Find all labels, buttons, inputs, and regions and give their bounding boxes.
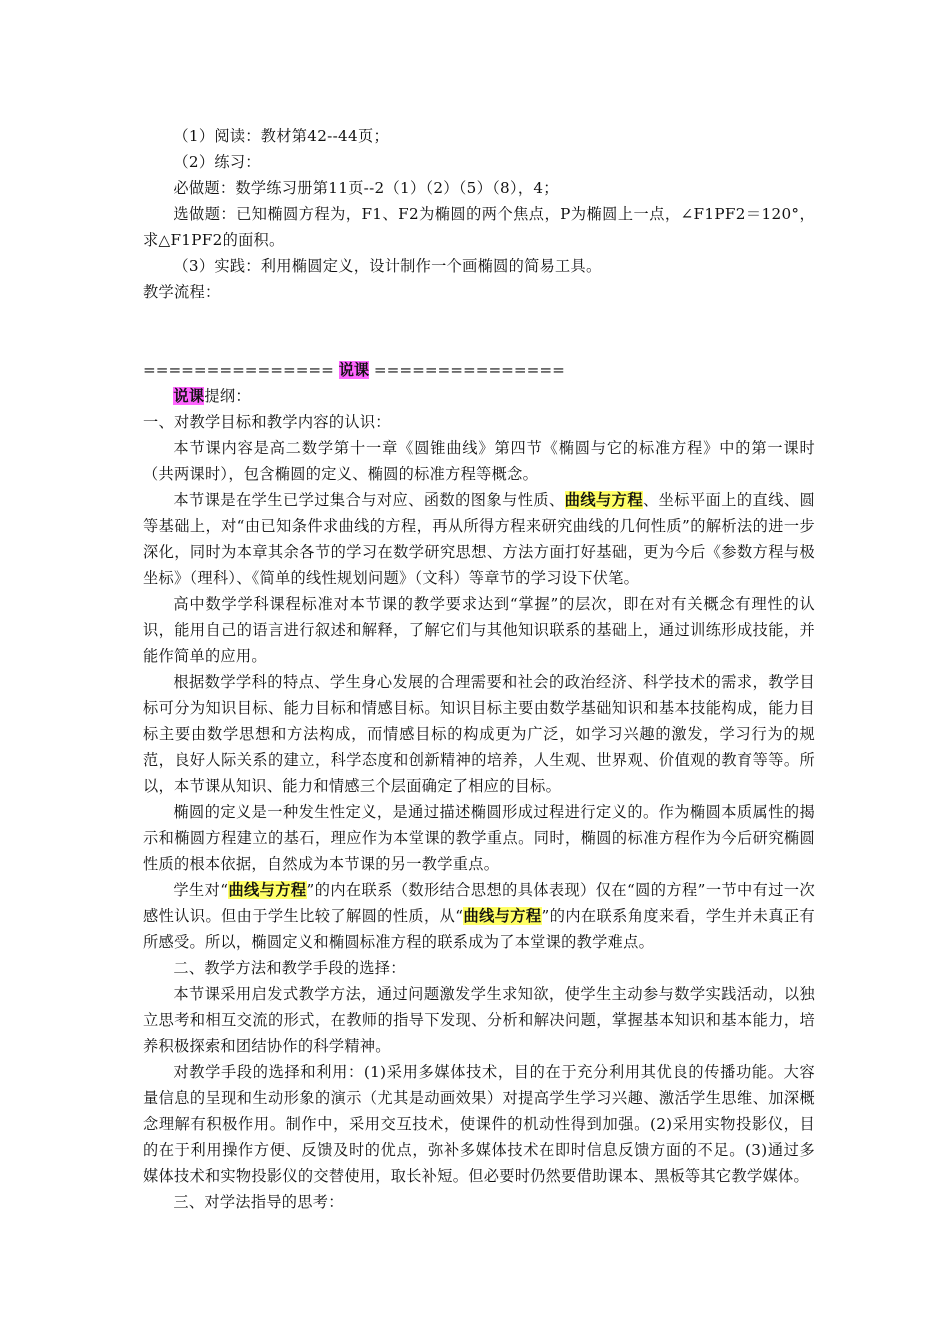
homework-optional: 选做题：已知椭圆方程为，F1、F2为椭圆的两个焦点，P为椭圆上一点，∠F1PF2＝120°，求△F1PF2的面积。 (143, 205, 815, 249)
separator-keyword: 说课 (338, 361, 370, 379)
homework-required: 必做题：数学练习册第11页--2（1）（2）（5）（8），4； (173, 179, 559, 197)
spacer (143, 305, 815, 357)
section-separator (143, 357, 815, 383)
paragraph-6-text-b: ”的内在联系（数形结合思想的具体表现）仅在“圆的方程”一节中有过一次感性认识。但由于学生比较了解圆的性质，从“ (143, 881, 816, 925)
paragraph-6 (143, 877, 815, 955)
highlight-curve-equation-2: 曲线与方程 (463, 907, 542, 925)
paragraph-1: 本节课内容是高二数学第十一章《圆锥曲线》第四节《椭圆与它的标准方程》中的第一课时（共两课时），包含椭圆的定义、椭圆的标准方程等概念。 (143, 439, 815, 483)
paragraph-7: 本节课采用启发式教学方法，通过问题激发学生求知欲，使学生主动参与数学实践活动，以独立思考和相互交流的形式，在教师的指导下发现、分析和解决问题，掌握基本知识和基本能力，培养积极探索和团结协作的科学精神。 (143, 985, 815, 1055)
paragraph-8: 对教学手段的选择和利用：(1)采用多媒体技术，目的在于充分利用其优良的传播功能。大容量信息的呈现和生动形象的演示（尤其是动画效果）对提高学生学习兴趣、激活学生思维、加深概念理解有积极作用。制作中，采用交互技术，使课件的机动性得到加强。(2)采用实物投影仪，目的在于利用操作方便、反馈及时的优点，弥补多媒体技术在即时信息反馈方面的不足。(3)通过多媒体技术和实物投影仪的交替使用，取长补短。但必要时仍然要借助课本、黑板等其它教学媒体。 (143, 1063, 815, 1185)
document-body (143, 123, 815, 1215)
separator-right: =============== (369, 361, 565, 379)
paragraph-3: 高中数学学科课程标准对本节课的教学要求达到“掌握”的层次，即在对有关概念有理性的认识，能用自己的语言进行叙述和解释，了解它们与其他知识联系的基础上，通过训练形成技能，并能作简单的应用。 (143, 595, 815, 665)
outline-rest: 提纲： (204, 387, 251, 405)
paragraph-6-text-c: ”的内在联系角度来看，学生并未真正有所感受。所以，椭圆定义和椭圆标准方程的联系成为了本堂课的教学难点。 (143, 907, 815, 951)
outline-keyword: 说课 (173, 387, 205, 405)
homework-reading: （1）阅读：教材第42--44页； (173, 127, 389, 145)
outline-heading (143, 383, 815, 409)
homework-practice: （2）练习： (173, 153, 261, 171)
paragraph-5: 椭圆的定义是一种发生性定义，是通过描述椭圆形成过程进行定义的。作为椭圆本质属性的揭示和椭圆方程建立的基石，理应作为本堂课的教学重点。同时，椭圆的标准方程作为今后研究椭圆性质的根本依据，自然成为本节课的另一教学重点。 (143, 803, 815, 873)
highlight-curve-equation: 曲线与方程 (564, 491, 643, 509)
paragraph-2 (143, 487, 815, 591)
highlight-curve-equation-1: 曲线与方程 (228, 881, 307, 899)
paragraph-6-text-a: 学生对“ (173, 881, 229, 899)
homework-practice-task: （3）实践：利用椭圆定义，设计制作一个画椭圆的简易工具。 (173, 257, 602, 275)
separator-left: =============== (143, 361, 339, 379)
section-3-title: 三、对学法指导的思考： (173, 1193, 344, 1211)
section-1-title: 一、对教学目标和教学内容的认识： (143, 413, 391, 431)
teaching-flow-label: 教学流程： (143, 283, 221, 301)
section-2-title: 二、教学方法和教学手段的选择： (173, 959, 406, 977)
paragraph-4: 根据数学学科的特点、学生身心发展的合理需要和社会的政治经济、科学技术的需求，教学目标可分为知识目标、能力目标和情感目标。知识目标主要由数学基础知识和基本技能构成，能力目标主要由数学思想和方法构成，而情感目标的构成更为广泛，如学习兴趣的激发，学习行为的规范，良好人际关系的建立，科学态度和创新精神的培养，人生观、世界观、价值观的教育等等。所以，本节课从知识、能力和情感三个层面确定了相应的目标。 (143, 673, 815, 795)
paragraph-2-text-a: 本节课是在学生已学过集合与对应、函数的图象与性质、 (173, 491, 565, 509)
paragraph-2-text-b: 、坐标平面上的直线、圆等基础上，对“由已知条件求曲线的方程，再从所得方程来研究曲线的几何性质”的解析法的进一步深化，同时为本章其余各节的学习在数学研究思想、方法方面打好基础，更为今后《参数方程与极坐标》（理科）、《简单的线性规划问题》（文科）等章节的学习设下伏笔。 (143, 491, 815, 587)
